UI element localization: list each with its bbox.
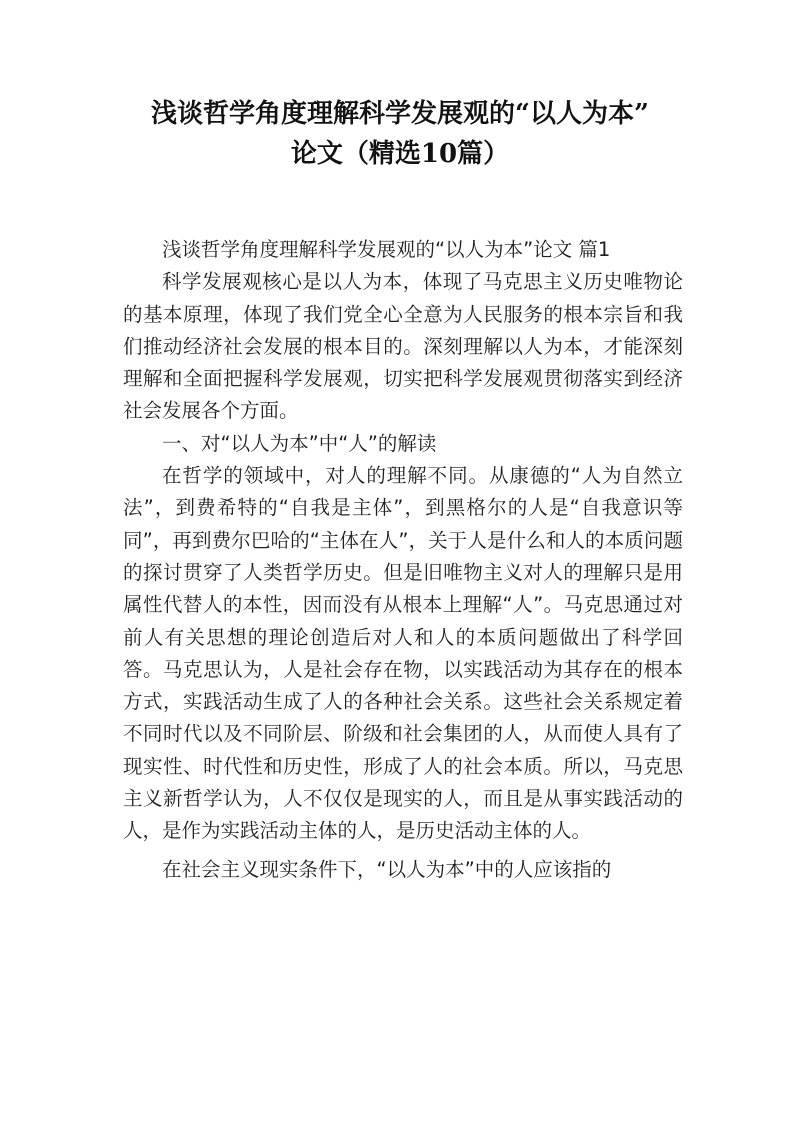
document-title bbox=[100, 94, 700, 174]
subsection-heading: 一、对“以人为本”中“人”的解读 bbox=[162, 431, 437, 455]
body-paragraph: 科学发展观核心是以人为本，体现了马克思主义历史唯物论的基本原理，体现了我们党全心全意为人民服务的根本宗旨和我们推动经济社会发展的根本目的。深刻理解以人为本，才能深刻理解和全面把握科学发展观，切实把科学发展观贯彻落实到经济社会发展各个方面。 bbox=[123, 270, 683, 423]
body-paragraph: 在哲学的领域中，对人的理解不同。从康德的“人为自然立法”，到费希特的“自我是主体”，到黑格尔的人是“自我意识等同”，再到费尔巴哈的“主体在人”，关于人是什么和人的本质问题的探讨贯穿了人类哲学历史。但是旧唯物主义对人的理解只是用属性代替人的本性，因而没有从根本上理解“人”。马克思通过对前人有关思想的理论创造后对人和人的本质问题做出了科学回答。马克思认为，人是社会存在物，以实践活动为其存在的根本方式，实践活动生成了人的各种社会关系。这些社会关系规定着不同时代以及不同阶层、阶级和社会集团的人，从而使人具有了现实性、时代性和历史性，形成了人的社会本质。所以，马克思主义新哲学认为，人不仅仅是现实的人，而且是从事实践活动的人，是作为实践活动主体的人，是历史活动主体的人。 bbox=[123, 464, 683, 843]
body-paragraph: 在社会主义现实条件下，“以人为本”中的人应该指的 bbox=[162, 857, 612, 881]
title-line-1: 浅谈哲学角度理解科学发展观的“以人为本” bbox=[151, 99, 649, 129]
document-body bbox=[123, 234, 683, 886]
section-heading: 浅谈哲学角度理解科学发展观的“以人为本”论文 篇1 bbox=[162, 238, 611, 261]
title-line-2: 论文（精选10篇） bbox=[290, 139, 510, 169]
